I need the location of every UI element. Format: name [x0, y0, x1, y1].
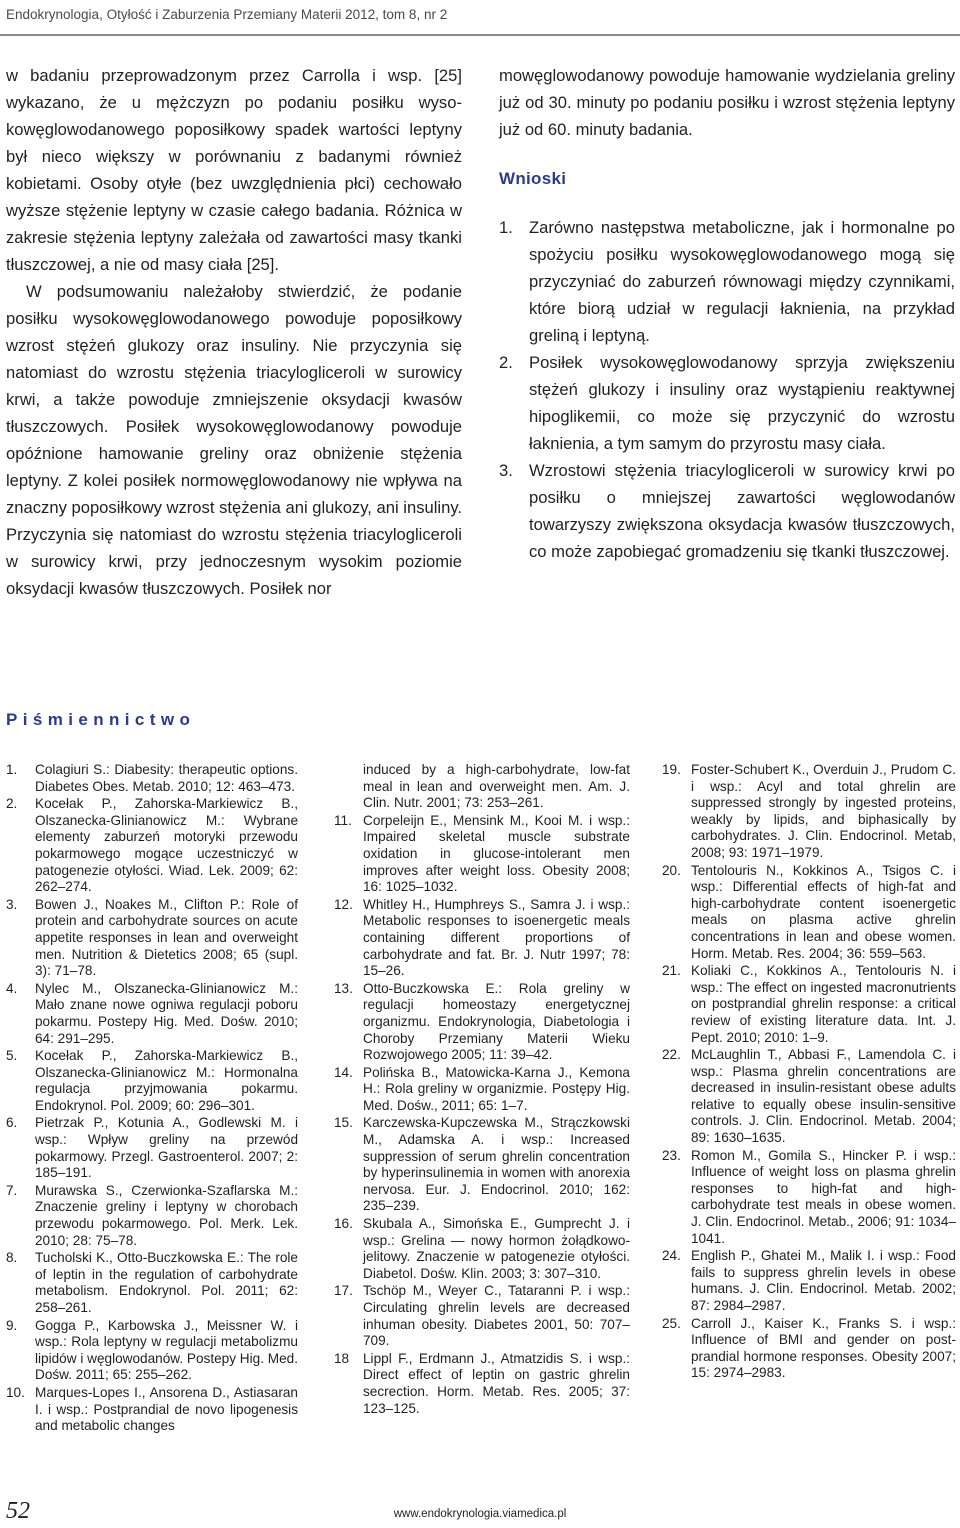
reference-item [334, 1351, 630, 1417]
body-paragraph-continuation: mowęglowodanowy powoduje hamowanie wydzielania greliny już od 30. minuty po podaniu posiłku i wzrost stężenia leptyny już od 60. minuty badania. [499, 66, 955, 139]
reference-text: induced by a high-carbohydrate, low-fat meal in lean and overweight men. Am. J. Clin. Nutr. 2001; 73: 253–261. [363, 762, 630, 811]
reference-text: Lippl F., Erdmann J., Atmatzidis S. i wsp.: Direct effect of leptin on gastric ghrelin secrection. Horm. Metab. Res. 2005; 37: 123–125. [363, 1350, 630, 1416]
reference-number: 18 [334, 1350, 350, 1366]
reference-item [6, 1048, 298, 1114]
reference-number: 5. [6, 1048, 18, 1064]
body-column-right [499, 62, 955, 565]
footer-url: www.endokrynologia.viamedica.pl [393, 1508, 567, 1520]
conclusions-list [499, 214, 955, 565]
body-paragraph: w badaniu przeprowadzonym przez Carrolla i wsp. [25] wykazano, że u mężczyzn po podaniu posiłku wysokowęglowodanowego poposiłkowy spadek wartości leptyny był nieco większy w porównaniu z badanymi również kobietami. Osoby otyłe (bez uwzględnienia płci) cechowało wyższe stężenie leptyny w czasie całego badania. Różnica w zakresie stężenia leptyny zależała od zawartości masy tkanki tłuszczowej, a nie od masy ciała [25]. [6, 66, 462, 274]
reference-text: Bowen J., Noakes M., Clifton P.: Role of protein and carbohydrate sources on acute appetite responses in lean and overweight men. Nutrition & Dietetics 2008; 65 (supl. 3): 71–78. [35, 896, 298, 979]
reference-item [334, 762, 630, 812]
reference-item [334, 1216, 630, 1282]
reference-item [662, 1316, 956, 1382]
running-header [0, 0, 960, 34]
reference-item [662, 863, 956, 963]
reference-number: 11. [334, 812, 352, 828]
reference-item [6, 1183, 298, 1249]
reference-text: Colagiuri S.: Diabesity: therapeutic options. Diabetes Obes. Metab. 2010; 12: 463–473. [35, 762, 298, 794]
reference-text: Kocełak P., Zahorska-Markiewicz B., Olszanecka-Glinianowicz M.: Hormonalna regulacja przyjmowania pokarmu. Endokrynol. Pol. 2009; 60: 296–301. [35, 1048, 298, 1113]
reference-number: 2. [6, 796, 18, 812]
reference-text: Otto-Buczkowska E.: Rola greliny w regulacji homeostazy energetycznej organizmu. Endokrynologia, Diabetologia i Choroby Przemiany Materii Wieku Rozwojowego 2005; 11: 39–42. [363, 980, 630, 1063]
reference-number: 14. [334, 1064, 353, 1080]
conclusion-item [499, 457, 955, 565]
conclusion-text: Zarówno następstwa metaboliczne, jak i hormonalne po spożyciu posiłku wysokowęglowodanowego mogą się przyczyniać do zaburzeń równowagi między czynnikami, które biorą udział w regulacji łaknienia, na przykład greliną i leptyną. [529, 218, 955, 345]
reference-text: Nylec M., Olszanecka-Glinianowicz M.: Mało znane nowe ogniwa regulacji poboru pokarmu. Postepy Hig. Med. Dośw. 2010; 64: 291–295. [35, 980, 298, 1046]
reference-text: Foster-Schubert K., Overduin J., Prudom C. i wsp.: Acyl and total ghrelin are suppressed strongly by ingested proteins, weakly by lipids, and biphasically by carbohydrates. J. Clin. Endocrinol. Metab, 2008; 93: 1971–1979. [691, 762, 956, 860]
reference-number: 3. [6, 896, 18, 912]
header-divider [0, 34, 960, 36]
reference-item [6, 1250, 298, 1316]
reference-text: Kocełak P., Zahorska-Markiewicz B., Olszanecka-Glinianowicz M.: Wybrane elementy zaburzeń motoryki przewodu pokarmowego mogące uczestniczyć w patogenezie otyłości. Wiad. Lek. 2009; 62: 262–274. [35, 796, 298, 895]
conclusion-item [499, 349, 955, 457]
reference-number: 22. [662, 1047, 681, 1063]
reference-number: 24. [662, 1248, 681, 1264]
conclusion-number: 2. [499, 353, 513, 372]
reference-number: 4. [6, 980, 18, 996]
reference-number: 6. [6, 1115, 18, 1131]
reference-number: 20. [662, 862, 681, 878]
reference-text: Marques-Lopes I., Ansorena D., Astiasaran I. i wsp.: Postprandial de novo lipogenesis and metabolic changes [35, 1384, 298, 1434]
reference-item [334, 981, 630, 1064]
reference-number: 16. [334, 1216, 353, 1232]
reference-item [662, 1248, 956, 1314]
references-column-3 [662, 762, 956, 1383]
reference-text: Polińska B., Matowicka-Karna J., Kemona H.: Rola greliny w organizmie. Postępy Hig. Med. Dośw., 2011; 65: 1–7. [363, 1064, 630, 1113]
page-number: 52 [6, 1498, 30, 1524]
reference-number: 10. [6, 1384, 25, 1400]
reference-number: 21. [662, 963, 681, 979]
reference-item [6, 762, 298, 795]
reference-number: 8. [6, 1250, 18, 1266]
reference-text: Karczewska-Kupczewska M., Strączkowski M., Adamska A. i wsp.: Increased suppression of serum ghrelin concentration by hyperinsulinemia in women with anorexia nervosa. Eur. J. Endocrinol. 2010; 162: 235–239. [363, 1115, 630, 1214]
reference-text: Skubala A., Simońska E., Gumprecht J. i wsp.: Grelina — nowy hormon żołądkowo-jelitowy. Znaczenie w patogenezie otyłości. Diabetol. Dośw. Klin. 2003; 3: 307–310. [363, 1216, 630, 1281]
journal-title: Endokrynologia, Otyłość i Zaburzenia Przemiany Materii 2012, tom 8, nr 2 [6, 7, 448, 22]
reference-text: Romon M., Gomila S., Hincker P. i wsp.: Influence of weight loss on plasma ghrelin responses to high-fat and high-carbohydrate test meals in obese women. J. Clin. Endocrinol. Metab., 2006; 91: 1034–1041. [691, 1147, 956, 1246]
reference-item [662, 762, 956, 862]
reference-item [6, 796, 298, 896]
reference-item [6, 1385, 298, 1435]
reference-number: 7. [6, 1182, 18, 1198]
reference-text: Pietrzak P., Kotunia A., Godlewski M. i wsp.: Wpływ greliny na przewód pokarmowy. Przegl. Gastroenterol. 2007; 2: 185–191. [35, 1115, 298, 1181]
conclusion-item [499, 214, 955, 349]
reference-number: 25. [662, 1315, 681, 1331]
reference-item [334, 1283, 630, 1349]
reference-number: 19. [662, 762, 681, 777]
reference-text: Murawska S., Czerwionka-Szaflarska M.: Znaczenie greliny i leptyny w chorobach przewodu pokarmowego. Pol. Merk. Lek. 2010; 28: 75–78. [35, 1182, 298, 1248]
reference-text: Koliaki C., Kokkinos A., Tentolouris N. i wsp.: The effect on ingested macronutrients on postprandial ghrelin response: a critical review of existing literature data. Int. J. Pept. 2010; 2010: 1–9. [691, 963, 956, 1045]
reference-text: Tucholski K., Otto-Buczkowska E.: The role of leptin in the regulation of carbohydrate metabolism. Endokrynol. Pol. 2011; 62: 258–261. [35, 1250, 298, 1315]
body-paragraph: W podsumowaniu należałoby stwierdzić, że podanie posiłku wysokowęglowodanowego powoduje poposiłkowy wzrost stężeń glukozy oraz insuliny. Nie przyczynia się natomiast do wzrostu stężenia triacylogliceroli w surowicy krwi, a także powoduje zmniejszenie oksydacji kwasów tłuszczowych. Posiłek wysokowęglowodanowy powoduje opóźnione hamowanie greliny oraz obniżenie stężenia leptyny. Z kolei posiłek normowęglowodanowy nie wpływa na znaczny poposiłkowy wzrost stężenia ani glukozy, ani insuliny. Przyczynia się natomiast do wzrostu stężenia triacylogliceroli w surowicy krwi, przy jednoczesnym wysokim poziomie oksydacji kwasów tłuszczowych. Posiłek nor [6, 282, 462, 598]
reference-item [662, 1047, 956, 1147]
conclusion-number: 3. [499, 461, 513, 480]
reference-item [6, 981, 298, 1047]
reference-number: 1. [6, 762, 18, 777]
reference-number: 23. [662, 1147, 681, 1163]
reference-item [334, 897, 630, 980]
reference-text: Carroll J., Kaiser K., Franks S. i wsp.: Influence of BMI and gender on postprandial hormone responses. Obesity 2007; 15: 2974–2983. [691, 1315, 956, 1381]
conclusion-text: Wzrostowi stężenia triacylogliceroli w surowicy krwi po posiłku o mniejszej zawartości węglowodanów towarzyszy zwiększona oksydacja kwasów tłuszczowych, co może zapobiegać gromadzeniu się tkanki tłuszczowej. [529, 461, 955, 561]
reference-item [662, 963, 956, 1046]
conclusion-number: 1. [499, 218, 513, 237]
reference-text: McLaughlin T., Abbasi F., Lamendola C. i wsp.: Plasma ghrelin concentrations are decreased in insulin-resistant obese adults relative to equally obese insulin-sensitive controls. J. Clin. Endocrinol. Metab. 2004; 89: 1630–1635. [691, 1047, 956, 1146]
references-column-2 [334, 762, 630, 1418]
reference-item [6, 1115, 298, 1181]
references-heading: Piśmiennictwo [6, 710, 196, 729]
reference-number: 15. [334, 1115, 353, 1131]
reference-item [6, 897, 298, 980]
reference-text: English P., Ghatei M., Malik I. i wsp.: Food fails to suppress ghrelin levels in obese humans. J. Clin. Endocrinol. Metab. 2002; 87: 2984–2987. [691, 1248, 956, 1313]
reference-number: 9. [6, 1317, 18, 1333]
reference-number: 17. [334, 1283, 353, 1299]
reference-item [334, 1115, 630, 1215]
reference-text: Whitley H., Humphreys S., Samra J. i wsp.: Metabolic responses to isoenergetic meals containing different proportions of carbohydrate and fat. Br. J. Nutr 1997; 78: 15–26. [363, 896, 630, 979]
conclusions-heading: Wnioski [499, 169, 567, 188]
reference-text: Tentolouris N., Kokkinos A., Tsigos C. i wsp.: Differential effects of high-fat and high-carbohydrate content isoenergetic meals on plasma active ghrelin concentrations in lean and obese women. Horm. Metab. Res. 2004; 36: 559–563. [691, 862, 956, 961]
reference-text: Gogga P., Karbowska J., Meissner W. i wsp.: Rola leptyny w regulacji metabolizmu lipidów i węglowodanów. Postepy Hig. Med. Dośw. 2011; 65: 255–262. [35, 1317, 298, 1383]
body-column-left [6, 62, 462, 602]
reference-text: Tschöp M., Weyer C., Tataranni P. i wsp.: Circulating ghrelin levels are decreased inhuman obesity. Diabetes 2001, 50: 707–709. [363, 1283, 630, 1349]
reference-item [6, 1318, 298, 1384]
reference-item [662, 1148, 956, 1248]
reference-number: 12. [334, 896, 353, 912]
reference-item [334, 813, 630, 896]
reference-number: 13. [334, 980, 353, 996]
reference-item [334, 1065, 630, 1115]
references-column-1 [6, 762, 298, 1436]
reference-text: Corpeleijn E., Mensink M., Kooi M. i wsp.: Impaired skeletal muscle substrate oxidation in glucose-intolerant men improves after weight loss. Obesity 2008; 16: 1025–1032. [363, 812, 630, 895]
conclusion-text: Posiłek wysokowęglowodanowy sprzyja zwiększeniu stężeń glukozy i insuliny oraz wystąpieniu reaktywnej hipoglikemii, co może się przyczynić do wzrostu łaknienia, a tym samym do przyrostu masy ciała. [529, 353, 955, 453]
